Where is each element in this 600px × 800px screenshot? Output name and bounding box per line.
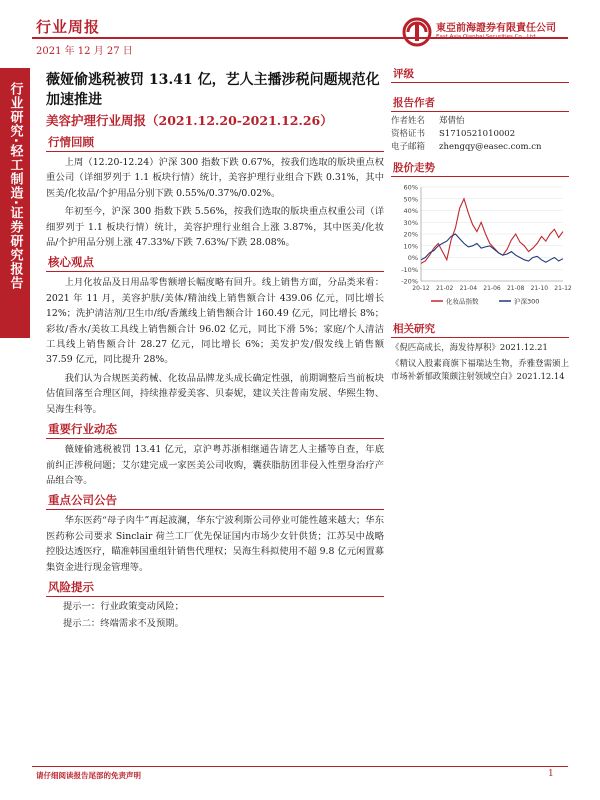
related-item[interactable]: 《倪匹高成长，海发待厚积》2021.12.21	[391, 342, 548, 352]
analyst-name: 郑倩怡	[439, 116, 465, 126]
legend-label: 化妆品指数	[446, 297, 479, 306]
analyst-cert: S1710521010002	[439, 129, 516, 139]
side-panel	[391, 66, 572, 382]
report-date: 2021 年 12 月 27 日	[36, 46, 133, 57]
category-sidebar	[0, 68, 30, 338]
y-tick-label: -20%	[401, 277, 418, 286]
analyst-info	[391, 115, 569, 154]
page-number: 1	[548, 769, 554, 779]
section-heading-company: 重点公司公告	[46, 492, 384, 510]
x-tick-label: 21-10	[530, 285, 549, 292]
y-tick-label: 60%	[403, 183, 418, 192]
related-item[interactable]: 《精议入股素商旗下福瑞达生物，乔雅登需颁上市场补新郁政策颇注射领域空白》2021.12.14	[391, 357, 569, 381]
analyst-name-label: 作者姓名	[391, 116, 426, 126]
category-sidebar-text: 行业研究·轻工制造·证券研究报告	[7, 82, 23, 290]
legend-label: 沪深300	[514, 297, 540, 306]
section-heading-industry: 重要行业动态	[46, 421, 384, 439]
y-tick-label: -10%	[401, 265, 418, 274]
analyst-cert-label: 资格证书	[391, 129, 426, 139]
series-line	[421, 199, 563, 264]
company-name-en: East Asia Qianhai Securities Co., Ltd.	[436, 34, 538, 40]
x-tick-label: 21-08	[506, 285, 525, 292]
y-tick-label: 0%	[407, 254, 418, 262]
risk-item: 提示二：终端需求不及预期。	[63, 618, 184, 630]
core-paragraph-1: 上月化妆品及日用品零售额增长幅度略有回升。线上销售方面，分品类来看：2021 年 11 月，美容护肤/美体/精油线上销售额合计 439.06 亿元，同比增长 12%；洗护清洁剂/卫生巾/纸/香薰线上销售额合计 160.49 亿元，同比增长 8%；彩妆/香水/美妆工具线上销售额合计 96.02 亿元，同比下滑 5%；家庭/个人清洁工具线上销售额合计 28.27 亿元，同比增长 6%；美发护发/假发线上销售额 37.59 亿元，同比提升 28%。	[46, 277, 384, 366]
section-heading-core: 核心观点	[46, 254, 384, 272]
y-tick-label: 50%	[403, 195, 418, 204]
stock-trend-svg	[391, 181, 572, 313]
analyst-email-label: 电子邮箱	[391, 142, 426, 152]
series-line	[421, 234, 563, 262]
report-subtitle: 美容护理行业周报（2021.12.20-2021.12.26）	[46, 113, 333, 128]
x-tick-label: 21-04	[459, 285, 478, 292]
trend-heading: 股价走势	[391, 160, 569, 177]
rating-heading: 评级	[391, 66, 569, 83]
review-paragraph-1: 上周（12.20-12.24）沪深 300 指数下跌 0.67%，按我们选取的版块重点权重公司（详细罗列于 1.1 板块行情）统计，美容护理行业组合下跌 0.31%，其中医美/化妆品/个护用品分别下跌 0.55%/0.37%/0.02%。	[46, 157, 384, 199]
risk-item: 提示一：行业政策变动风险；	[63, 600, 184, 612]
x-tick-label: 21-06	[483, 285, 501, 292]
author-heading: 报告作者	[391, 95, 569, 112]
x-tick-label: 20-12	[412, 285, 430, 292]
stock-trend-chart	[391, 181, 572, 313]
x-tick-label: 21-02	[435, 285, 454, 292]
company-name-cn: 東亞前海證券有限責任公司	[436, 23, 556, 34]
rating-value	[391, 83, 569, 95]
footer-divider	[32, 766, 568, 767]
report-title: 薇娅偷逃税被罚 13.41 亿，艺人主播涉税问题规范化加速推进	[46, 72, 380, 108]
company-paragraph: 华东医药“母子肉牛”再起波澜，华东宁波利斯公司停业可能性越来越大；华东医药称公司要求 Sinclair 荷兰工厂优先保证国内市场少女针供货；江苏吴中战略控股达透医疗，瞄准韩国重组针销售代理权；吴海生科拟使用不超 9.8 亿元闲置募集资金进行现金管理等。	[46, 515, 384, 573]
y-tick-label: 10%	[403, 242, 418, 251]
y-tick-label: 20%	[403, 230, 418, 239]
y-tick-label: 40%	[403, 207, 418, 215]
review-paragraph-2: 年初至今，沪深 300 指数下跌 5.56%，按我们选取的版块重点权重公司（详细罗列于 1.1 板块行情）统计，美容护理行业组合上涨 3.87%，其中医美/化妆品/个护用品分别上涨 47.33%/下跌 7.63%/下跌 28.08%。	[46, 206, 384, 249]
section-heading-risk: 风险提示	[46, 579, 384, 597]
footer-disclaimer: 请仔细阅读报告尾部的免责声明	[36, 771, 141, 780]
main-content	[46, 70, 384, 632]
y-tick-label: 30%	[403, 218, 418, 227]
company-logo	[402, 14, 572, 50]
related-heading: 相关研究	[391, 321, 569, 338]
section-heading-review: 行情回顾	[46, 134, 384, 152]
x-tick-label: 21-12	[554, 285, 572, 292]
industry-paragraph: 薇娅偷逃税被罚 13.41 亿元，京沪粤苏浙相继通告请艺人主播等自查，年底前纠正涉税问题；艾尔建完成一家医美公司收购，囊获脂肪团非侵入性塑身治疗产品组合等。	[46, 444, 384, 486]
analyst-email[interactable]: zhengqy@easec.com.cn	[439, 142, 542, 152]
core-paragraph-2: 我们认为合规医美药械、化妆品品牌龙头成长确定性强，前期调整后当前板块估值回落至合理区间，持续推荐爱美客、贝泰妮，建议关注普南发展、华熙生物、吴海生科等。	[46, 372, 384, 415]
company-logo-icon	[402, 17, 432, 47]
document-type: 行业周报	[36, 18, 101, 36]
